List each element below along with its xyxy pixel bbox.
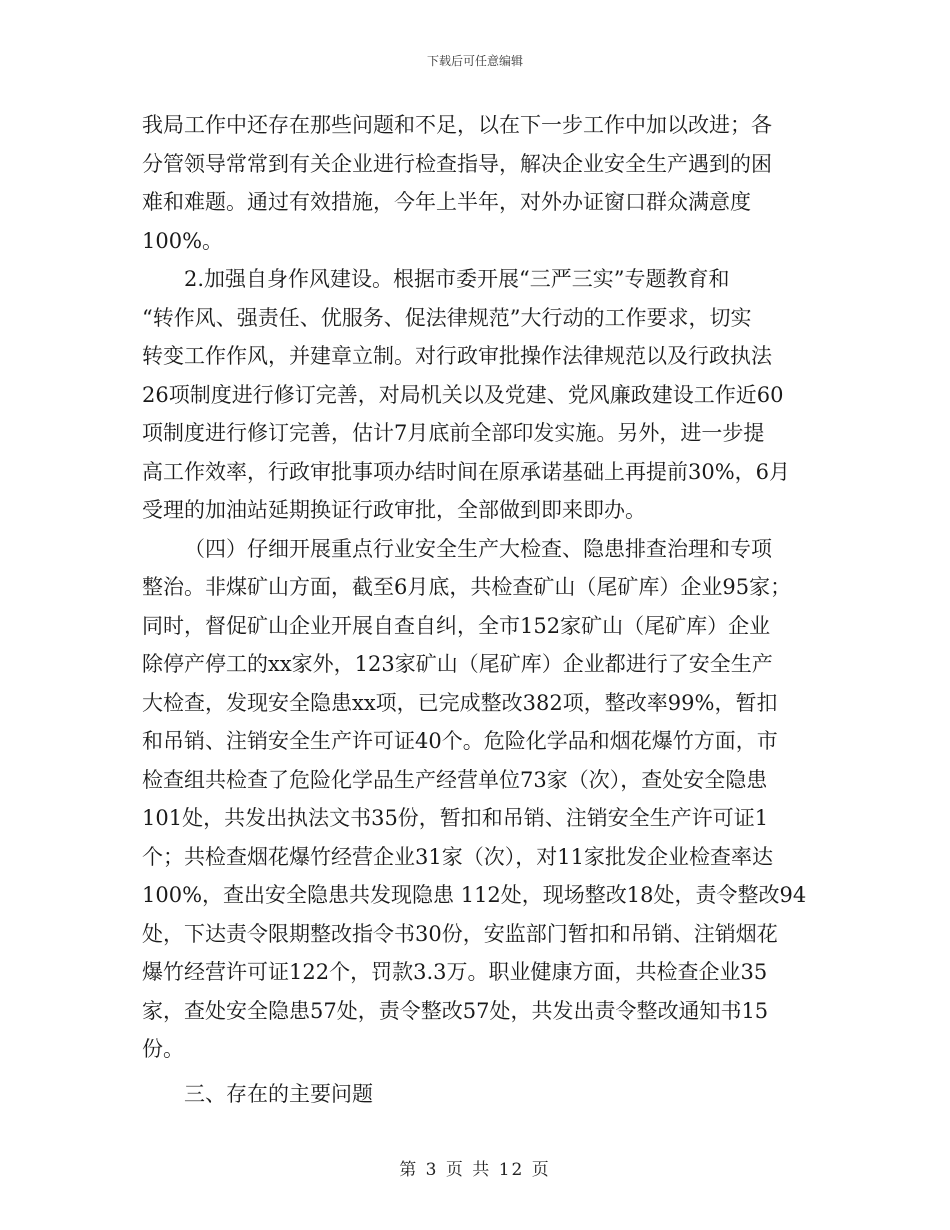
section-heading: 三、存在的主要问题	[184, 1081, 373, 1106]
paragraph-line: 我局工作中还存在那些问题和不足，以在下一步工作中加以改进；各	[142, 113, 772, 137]
paragraph-line: 除停产停工的xx家外，123家矿山（尾矿库）企业都进行了安全生产	[142, 652, 773, 676]
paragraph-line: 检查组共检查了危险化学品生产经营单位73家（次），查处安全隐患	[142, 767, 768, 792]
paragraph-line: “转作风、强责任、优服务、促法律规范”大行动的工作要求，切实	[142, 305, 752, 330]
paragraph-line: 高工作效率，行政审批事项办结时间在原承诺基础上再提前30%，6月	[142, 459, 791, 484]
paragraph-line: 分管领导常常到有关企业进行检查指导，解决企业安全生产遇到的困	[142, 151, 772, 176]
paragraph-line: 26项制度进行修订完善，对局机关以及党建、党风廉政建设工作近60	[142, 382, 784, 407]
paragraph-line: 100%，查出安全隐患共发现隐患 112处，现场整改18处，责令整改94	[142, 883, 807, 907]
paragraph-line: 家，查处安全隐患57处，责令整改57处，共发出责令整改通知书15	[142, 998, 769, 1023]
paragraph-line: 处，下达责令限期整改指令书30份，安监部门暂扣和吊销、注销烟花	[142, 921, 778, 946]
paragraph-line: 101处，共发出执法文书35份，暂扣和吊销、注销安全生产许可证1	[142, 806, 769, 830]
paragraph-line: 受理的加油站延期换证行政审批，全部做到即来即办。	[142, 498, 646, 522]
paragraph-line: 2.加强自身作风建设。根据市委开展“三严三实”专题教育和	[184, 267, 730, 291]
paragraph-line: （四）仔细开展重点行业安全生产大检查、隐患排查治理和专项	[184, 536, 772, 561]
page-header: 下载后可任意编辑	[426, 54, 523, 68]
paragraph-line: 份。	[142, 1037, 184, 1061]
page-number-footer: 第 3 页 共 12 页	[399, 1160, 551, 1180]
paragraph-line: 个；共检查烟花爆竹经营企业31家（次），对11家批发企业检查率达	[142, 844, 773, 869]
paragraph-line: 项制度进行修订完善，估计7月底前全部印发实施。另外，进一步提	[142, 421, 765, 445]
paragraph-line: 爆竹经营许可证122个，罚款3.3万。职业健康方面，共检查企业35	[142, 960, 768, 984]
paragraph-line: 整治。非煤矿山方面，截至6月底，共检查矿山（尾矿库）企业95家；	[142, 575, 792, 599]
paragraph-line: 难和难题。通过有效措施，今年上半年，对外办证窗口群众满意度	[142, 190, 751, 214]
paragraph-line: 转变工作作风，并建章立制。对行政审批操作法律规范以及行政执法	[142, 344, 772, 368]
paragraph-line: 大检查，发现安全隐患xx项，已完成整改382项，整改率99%，暂扣	[142, 690, 778, 715]
paragraph-line: 100%。	[142, 228, 224, 253]
paragraph-line: 和吊销、注销安全生产许可证40个。危险化学品和烟花爆竹方面，市	[142, 729, 778, 753]
paragraph-line: 同时，督促矿山企业开展自查自纠，全市152家矿山（尾矿库）企业	[142, 613, 771, 638]
document-body	[142, 106, 812, 1113]
